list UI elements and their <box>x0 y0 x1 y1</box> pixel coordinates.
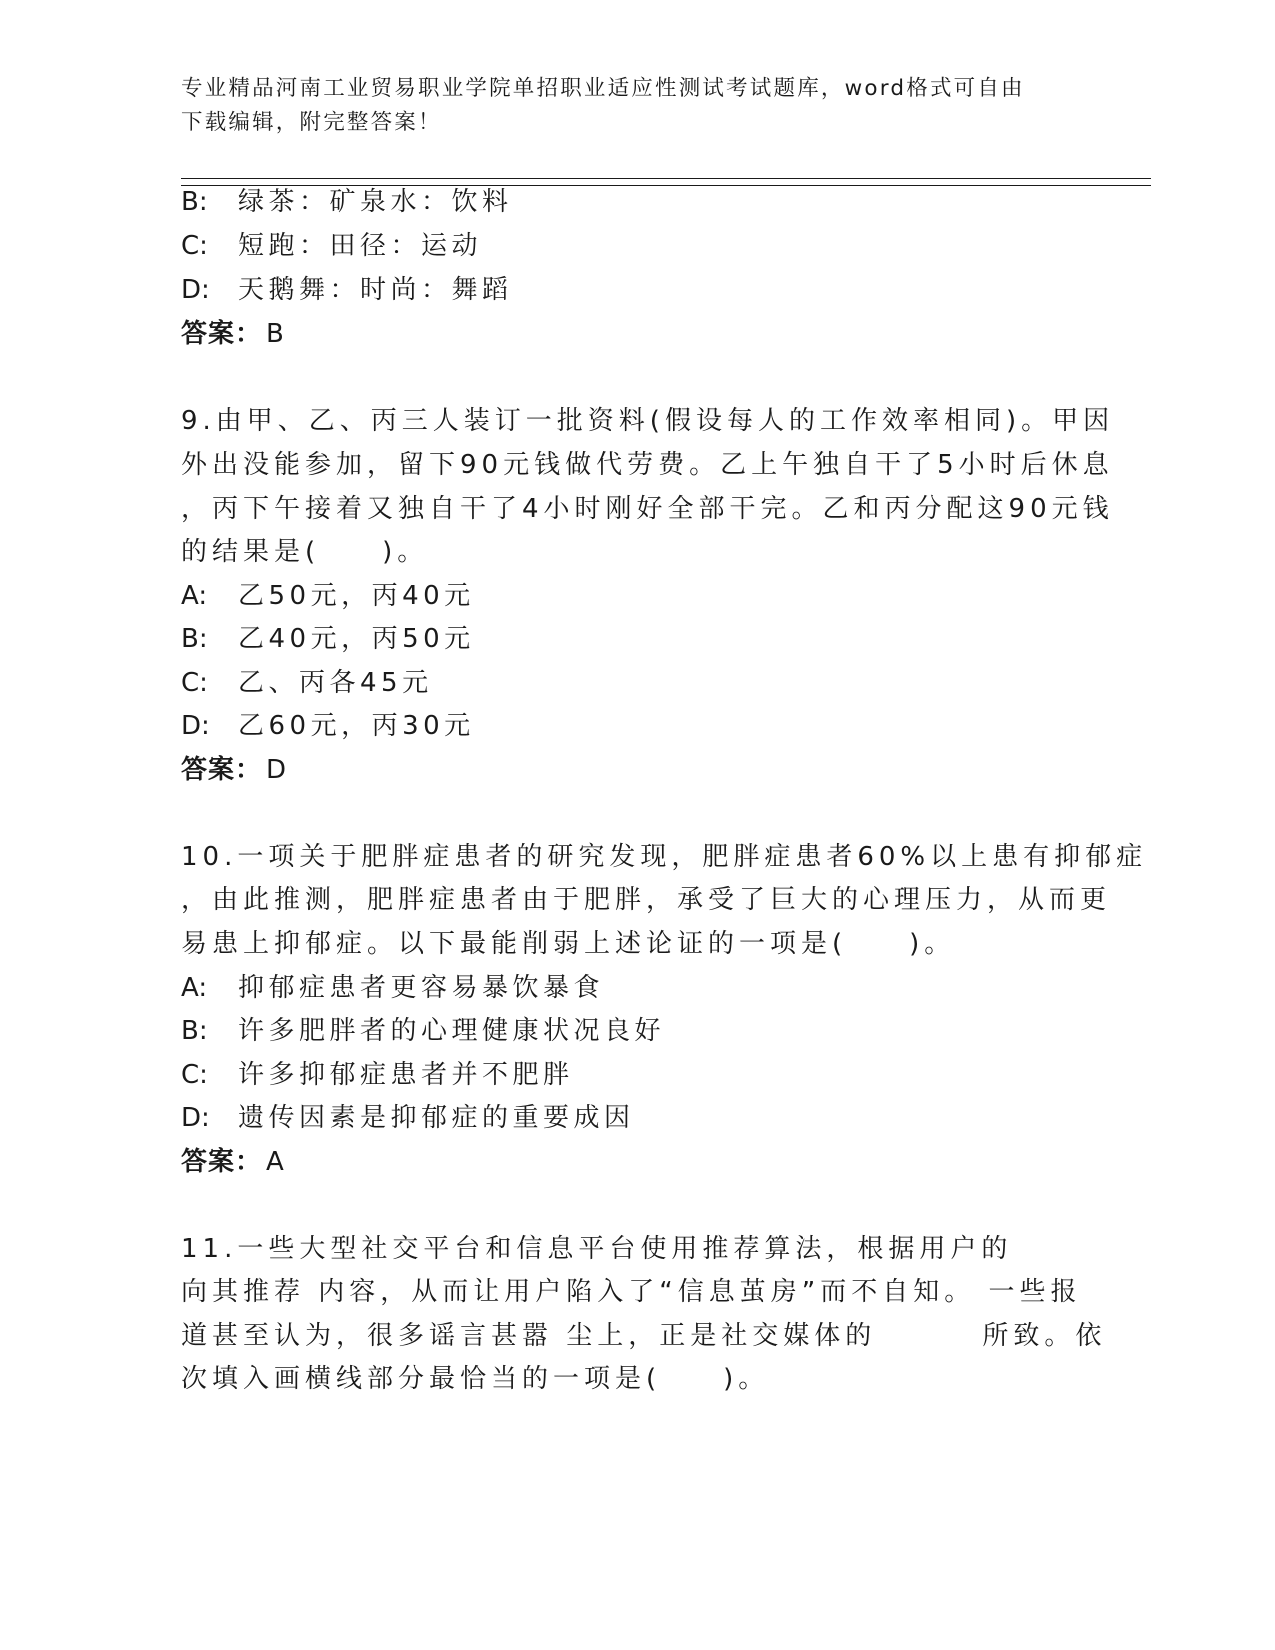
option-text: 乙60元，丙30元 <box>238 711 475 741</box>
q8-answer <box>181 316 285 352</box>
option-label: D: <box>181 1103 210 1133</box>
q10-answer <box>181 1144 285 1180</box>
option-text: 许多抑郁症患者并不肥胖 <box>238 1060 574 1090</box>
option-label: A: <box>181 581 208 611</box>
q10-stem-line-3: 易患上抑郁症。以下最能削弱上述论证的一项是( )。 <box>181 929 956 959</box>
q11-stem-line-1: 11.一些大型社交平台和信息平台使用推荐算法，根据用户的 <box>181 1234 1013 1264</box>
option-label: C: <box>181 668 208 698</box>
answer-value: D <box>266 755 288 785</box>
q11-stem-line-4: 次填入画横线部分最恰当的一项是( )。 <box>181 1364 770 1394</box>
q10-option-b <box>181 1013 665 1049</box>
option-label: B: <box>181 624 208 654</box>
answer-label: 答案： <box>181 755 263 785</box>
q9-stem-line-3: ，丙下午接着又独自干了4小时刚好全部干完。乙和丙分配这90元钱 <box>181 494 1114 524</box>
q10-stem-line-2: ，由此推测，肥胖症患者由于肥胖，承受了巨大的心理压力，从而更 <box>181 885 1112 915</box>
q8-option-c <box>181 228 482 264</box>
answer-value: B <box>266 319 285 349</box>
document-header <box>181 72 1051 140</box>
header-line-1: 专业精品河南工业贸易职业学院单招职业适应性测试考试题库，word格式可自由 <box>181 76 1025 101</box>
header-divider-top <box>181 178 1151 179</box>
q9-option-c <box>181 665 433 701</box>
q8-option-d <box>181 272 513 308</box>
option-label: D: <box>181 275 210 305</box>
q10-option-d <box>181 1100 635 1136</box>
q10-option-a <box>181 970 604 1006</box>
option-label: A: <box>181 973 208 1003</box>
option-text: 短跑：田径：运动 <box>238 231 483 261</box>
q9-option-a <box>181 578 475 614</box>
option-text: 绿茶：矿泉水：饮料 <box>238 187 513 217</box>
option-text: 抑郁症患者更容易暴饮暴食 <box>238 973 605 1003</box>
option-text: 许多肥胖者的心理健康状况良好 <box>238 1016 666 1046</box>
option-label: B: <box>181 187 208 217</box>
option-text: 遗传因素是抑郁症的重要成因 <box>238 1103 635 1133</box>
option-text: 天鹅舞：时尚：舞蹈 <box>238 275 513 305</box>
answer-value: A <box>266 1147 285 1177</box>
q11-stem-line-2: 向其推荐 内容，从而让用户陷入了“信息茧房”而不自知。 一些报 <box>181 1277 1082 1307</box>
option-label: D: <box>181 711 210 741</box>
q8-option-b <box>181 184 513 220</box>
q9-stem-line-1: 9.由甲、乙、丙三人装订一批资料(假设每人的工作效率相同)。甲因 <box>181 406 1115 436</box>
q9-stem-line-4: 的结果是( )。 <box>181 537 429 567</box>
q9-option-b <box>181 621 475 657</box>
answer-label: 答案： <box>181 1147 263 1177</box>
option-text: 乙、丙各45元 <box>238 668 433 698</box>
header-line-2: 下载编辑，附完整答案！ <box>181 110 442 135</box>
option-label: C: <box>181 1060 208 1090</box>
option-text: 乙40元，丙50元 <box>238 624 475 654</box>
answer-label: 答案： <box>181 319 263 349</box>
q9-stem-line-2: 外出没能参加，留下90元钱做代劳费。乙上午独自干了5小时后休息 <box>181 450 1114 480</box>
option-label: B: <box>181 1016 208 1046</box>
q9-option-d <box>181 708 475 744</box>
option-text: 乙50元，丙40元 <box>238 581 475 611</box>
option-label: C: <box>181 231 208 261</box>
q11-stem-line-3: 道甚至认为，很多谣言甚嚣 尘上，正是社交媒体的 所致。依 <box>181 1321 1107 1351</box>
q10-stem-line-1: 10.一项关于肥胖症患者的研究发现，肥胖症患者60%以上患有抑郁症 <box>181 842 1148 872</box>
q9-answer <box>181 752 287 788</box>
q10-option-c <box>181 1057 574 1093</box>
